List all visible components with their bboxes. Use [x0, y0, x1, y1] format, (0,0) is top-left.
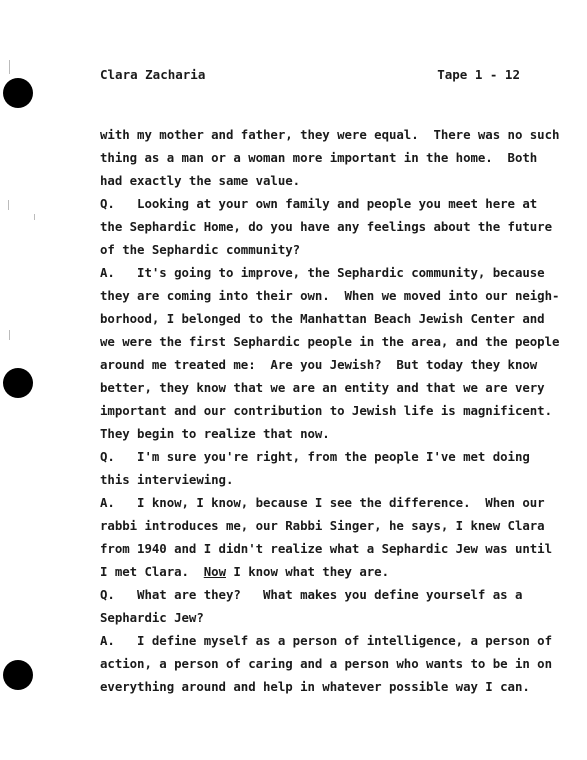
- transcript-line: Q. Looking at your own family and people you meet here at: [100, 196, 538, 211]
- scan-mark: [8, 200, 9, 210]
- transcript-line: A. I define myself as a person of intelligence, a person of: [100, 633, 552, 648]
- scan-mark: [9, 330, 10, 340]
- binder-hole-top: [3, 78, 33, 108]
- scan-mark: [9, 60, 10, 74]
- transcript-line: thing as a man or a woman more important in the home. Both: [100, 150, 538, 165]
- transcript-line: had exactly the same value.: [100, 173, 301, 188]
- transcript-line: [100, 560, 530, 583]
- transcript-line: Q. What are they? What makes you define yourself as a: [100, 587, 523, 602]
- transcript-line: the Sephardic Home, do you have any feelings about the future: [100, 219, 552, 234]
- transcript-line: Q. I'm sure you're right, from the people I've met doing: [100, 449, 530, 464]
- transcript-line: everything around and help in whatever possible way I can.: [100, 679, 530, 694]
- scan-mark: [34, 214, 35, 220]
- transcript-line: They begin to realize that now.: [100, 426, 330, 441]
- transcript-line: Sephardic Jew?: [100, 610, 204, 625]
- transcript-line: of the Sephardic community?: [100, 242, 301, 257]
- transcript-line: we were the first Sephardic people in the area, and the people: [100, 334, 560, 349]
- transcript-line: better, they know that we are an entity and that we are very: [100, 380, 545, 395]
- transcript-line: borhood, I belonged to the Manhattan Beach Jewish Center and: [100, 311, 545, 326]
- transcript-line: A. I know, I know, because I see the difference. When our: [100, 495, 545, 510]
- transcript-line: A. It's going to improve, the Sephardic community, because: [100, 265, 545, 280]
- transcript-line: from 1940 and I didn't realize what a Sephardic Jew was until: [100, 541, 552, 556]
- transcript-line: action, a person of caring and a person who wants to be in on: [100, 656, 552, 671]
- page-header: [100, 67, 520, 85]
- line-end: I know what they are.: [225, 564, 390, 579]
- transcript-body: [100, 123, 560, 698]
- transcript-line: around me treated me: Are you Jewish? But today they know: [100, 357, 538, 372]
- tape-page-number: Tape 1 - 12: [437, 67, 520, 82]
- underlined-now: Now: [203, 564, 226, 579]
- transcript-line: rabbi introduces me, our Rabbi Singer, he says, I knew Clara: [100, 518, 545, 533]
- line-start: I met Clara.: [100, 564, 204, 579]
- binder-hole-middle: [3, 368, 33, 398]
- binder-hole-bottom: [3, 660, 33, 690]
- interviewee-name: Clara Zacharia: [100, 67, 206, 82]
- transcript-line: this interviewing.: [100, 472, 234, 487]
- transcript-line: they are coming into their own. When we moved into our neigh-: [100, 288, 560, 303]
- transcript-line: important and our contribution to Jewish life is magnificent.: [100, 403, 552, 418]
- transcript-line: with my mother and father, they were equal. There was no such: [100, 127, 560, 142]
